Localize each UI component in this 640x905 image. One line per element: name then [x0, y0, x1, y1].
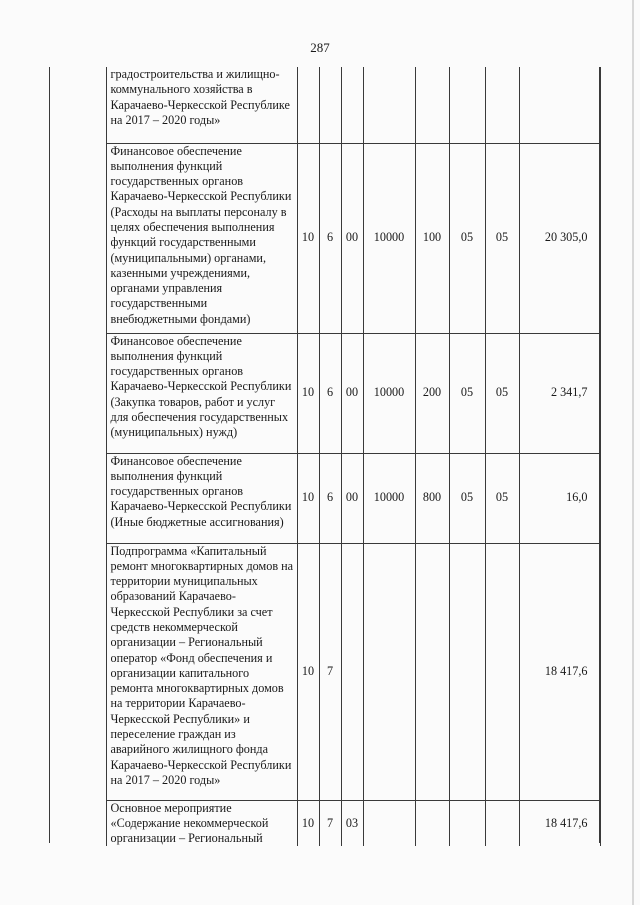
page-number: 287	[310, 40, 330, 55]
code-cell: 10000	[363, 453, 415, 543]
code-cell: 00	[341, 333, 363, 453]
code-cell: 05	[485, 143, 519, 333]
table-row	[49, 453, 600, 543]
code-cell: 800	[415, 453, 449, 543]
row-number-cell	[49, 453, 106, 543]
code-cell	[341, 67, 363, 143]
code-cell: 10000	[363, 143, 415, 333]
expense-name-cell: Финансовое обеспечение выполнения функций государственных органов Карачаево-Черкесской Республики (Расходы на выплаты персоналу в целях обеспечения выполнения функций государственными (муниципальными) органами, казенными учреждениями, органами управления государственными внебюджетными фондами)	[106, 143, 297, 333]
amount-cell: 2 341,7	[519, 333, 600, 453]
code-cell: 10	[297, 453, 319, 543]
code-cell: 05	[449, 333, 485, 453]
amount-cell	[519, 67, 600, 143]
code-cell: 100	[415, 143, 449, 333]
row-number-cell	[49, 333, 106, 453]
code-cell	[485, 67, 519, 143]
code-cell: 6	[319, 143, 341, 333]
code-cell	[415, 543, 449, 800]
budget-table	[49, 67, 601, 846]
amount-cell: 16,0	[519, 453, 600, 543]
code-cell: 6	[319, 333, 341, 453]
code-cell	[449, 543, 485, 800]
code-cell	[319, 67, 341, 143]
expense-name-cell: Основное мероприятие «Содержание некоммерческой организации – Региональный	[106, 800, 297, 846]
code-cell: 10000	[363, 333, 415, 453]
table-row	[49, 67, 600, 143]
code-cell	[363, 800, 415, 846]
scan-edge-shadow	[632, 0, 634, 905]
row-number-cell	[49, 800, 106, 846]
table-row	[49, 800, 600, 846]
code-cell: 7	[319, 800, 341, 846]
code-cell: 10	[297, 800, 319, 846]
code-cell: 10	[297, 543, 319, 800]
row-number-cell	[49, 67, 106, 143]
code-cell	[297, 67, 319, 143]
row-number-cell	[49, 143, 106, 333]
code-cell: 03	[341, 800, 363, 846]
table-right-border	[599, 67, 600, 843]
amount-cell: 18 417,6	[519, 800, 600, 846]
table-row	[49, 143, 600, 333]
table-left-border	[49, 67, 50, 843]
code-cell	[363, 543, 415, 800]
code-cell: 10	[297, 333, 319, 453]
code-cell: 00	[341, 143, 363, 333]
code-cell	[341, 543, 363, 800]
expense-name-cell: Финансовое обеспечение выполнения функций государственных органов Карачаево-Черкесской Республики (Закупка товаров, работ и услуг для обеспечения государственных (муниципальных) нужд)	[106, 333, 297, 453]
code-cell	[449, 800, 485, 846]
amount-cell: 20 305,0	[519, 143, 600, 333]
code-cell	[415, 800, 449, 846]
code-cell	[485, 543, 519, 800]
code-cell	[363, 67, 415, 143]
code-cell: 05	[449, 453, 485, 543]
code-cell: 7	[319, 543, 341, 800]
code-cell	[485, 800, 519, 846]
table-row	[49, 543, 600, 800]
expense-name-cell: градостроительства и жилищно-коммунального хозяйства в Карачаево-Черкесской Республике на 2017 – 2020 годы»	[106, 67, 297, 143]
code-cell: 00	[341, 453, 363, 543]
expense-name-cell: Подпрограмма «Капитальный ремонт многоквартирных домов на территории муниципальных образований Карачаево-Черкесской Республики за счет средств некоммерческой организации – Региональный оператор «Фонд обеспечения и организации капитального ремонта многоквартирных домов на территории Карачаево-Черкесской Республики» и переселение граждан из аварийного жилищного фонда Карачаево-Черкесской Республики на 2017 – 2020 годы»	[106, 543, 297, 800]
table-row	[49, 333, 600, 453]
code-cell: 10	[297, 143, 319, 333]
code-cell: 6	[319, 453, 341, 543]
code-cell	[415, 67, 449, 143]
code-cell: 05	[449, 143, 485, 333]
amount-cell: 18 417,6	[519, 543, 600, 800]
code-cell: 05	[485, 333, 519, 453]
code-cell: 05	[485, 453, 519, 543]
code-cell	[449, 67, 485, 143]
row-number-cell	[49, 543, 106, 800]
code-cell: 200	[415, 333, 449, 453]
expense-name-cell: Финансовое обеспечение выполнения функций государственных органов Карачаево-Черкесской Республики (Иные бюджетные ассигнования)	[106, 453, 297, 543]
